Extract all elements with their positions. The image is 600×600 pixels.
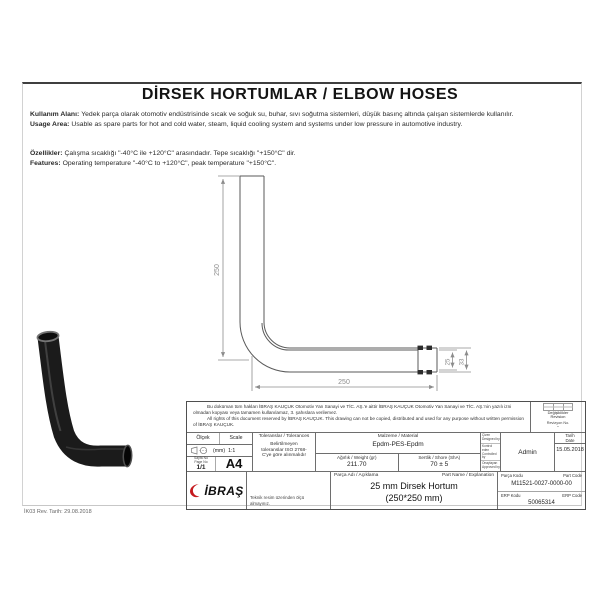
- part-name-cell: [331, 471, 498, 509]
- page-title: DİRSEK HORTUMLAR / ELBOW HOSES: [141, 86, 459, 103]
- part-code-label-tr: Parça Kodu: [501, 473, 523, 478]
- revision-title-tr: Değişiklikler: [547, 410, 569, 415]
- pipe-inner-edge: [264, 176, 437, 348]
- part-code-label-en: Part Code: [563, 473, 582, 478]
- tolerances-cell: [253, 433, 316, 471]
- erp-code-value: 50065314: [528, 500, 555, 506]
- disclaimer-cell: [187, 402, 531, 433]
- dim-vertical-label: 250: [214, 264, 221, 276]
- page-no-value: 1/1: [196, 464, 206, 472]
- scale-header: [187, 433, 252, 445]
- disclaimer-text-tr: Bu doküman tüm hakları İBRAŞ KAUÇUK Otomotiv Yan Sanayi ve TİC. AŞ.'e aittir İBRAŞ KAUÇUK Otomotiv Yan Sanayi ve TİC. AŞ.'nin yazılı izni olmadan kopyası veya tamamen kullanılamaz, 3. şahıslara verilemez.: [193, 404, 512, 416]
- usage-text-tr: Yedek parça olarak otomotiv endüstrisinde sıcak ve soğuk su, buhar, sıvı soğutma sistemleri, düşük basınç altında çalışan sistemlerde kullanılır.: [81, 111, 514, 118]
- approval-date-column: [555, 433, 585, 471]
- part-name-header: [331, 472, 497, 478]
- weight-value: 211.70: [347, 461, 367, 468]
- tolerances-label: Toleranslar / Tolerances: [258, 434, 310, 439]
- hose-body: [48, 337, 127, 456]
- tolerances-text: Belirtilmeyen toleranslar ISO 2768-C'ye göre alınmalıdır: [261, 442, 307, 459]
- usage-label-tr: Kullanım Alanı:: [30, 111, 80, 118]
- material-sub-row: [316, 453, 480, 471]
- approval-label-checked: Kontrol eden Controlled by: [481, 444, 500, 461]
- revision-no-value: -: [557, 423, 559, 430]
- scale-label-tr: Ölçek: [187, 433, 220, 444]
- pipe-wall-line: [262, 323, 418, 350]
- date-header: Tarih Date: [555, 433, 585, 444]
- page-no-box: [187, 457, 216, 471]
- shore-value: 70 ± 5: [430, 461, 449, 468]
- dim-outer-label: 33: [459, 358, 466, 366]
- part-name-label-tr: Parça Adı / Açıklama: [334, 473, 379, 478]
- dim-horizontal-label: 250: [338, 379, 350, 386]
- features-label-tr: Özellikler:: [30, 150, 63, 157]
- scale-value: 1:1: [228, 447, 236, 454]
- usage-label-en: Usage Area:: [30, 120, 70, 128]
- approval-label-drawn: Çizen Designed by: [481, 433, 500, 444]
- approvals-labels: [481, 433, 501, 471]
- page-no-label-en: Page No: [194, 459, 208, 464]
- approval-label-approved: Onaylayan Approved by: [482, 460, 500, 469]
- disclaimer-text-en: All rights of this document reserved by İBRAŞ KAUÇUK. This drawing can not be copied, distributed and used for any purpose without written permission of İBRAŞ KAUÇUK.: [193, 416, 524, 428]
- dim-inner-label: 25: [445, 358, 452, 366]
- pipe-outline: [240, 176, 437, 372]
- scale-label-en: Scale: [229, 435, 243, 441]
- footer-revision-note: İK03 Rev. Tarih: 29.08.2018: [24, 509, 92, 515]
- scale-bottom-row: [187, 457, 252, 471]
- usage-text-en: Usable as spare parts for hot and cold water, steam, liquid cooling system and systems under low pressure in automotive industry.: [71, 120, 463, 128]
- material-label: Malzeme / Material: [377, 434, 419, 439]
- part-name-value: 25 mm Dirsek Hortum (250*250 mm): [370, 481, 458, 503]
- ibras-logo-icon: [189, 483, 202, 498]
- part-name-label-en: Part Name / Explanation: [442, 473, 494, 478]
- revision-no-label: Revizyon No.: [546, 420, 570, 425]
- shore-label: Sertlik / Shore (ShA): [418, 455, 461, 460]
- erp-code-header: [498, 491, 585, 498]
- scale-unit: (mm): [213, 447, 226, 454]
- part-code-header: [498, 472, 585, 479]
- note-cell: [247, 471, 331, 509]
- features-label-en: Features:: [30, 159, 61, 167]
- features-text-tr: Çalışma sıcaklığı "-40°C ile +120°C" arasındadır. Tepe sıcaklığı "+150°C" dir.: [64, 150, 296, 157]
- clamp-marks: [418, 346, 433, 375]
- scale-cell: [187, 433, 253, 471]
- weight-label: Ağırlık / Weight (gr): [337, 455, 377, 460]
- features-text-en: Operating temperature "-40°C to +120°C", peak temperature "+150°C".: [62, 159, 277, 167]
- material-cell: [316, 433, 481, 471]
- revision-title-en: Revision: [550, 414, 566, 420]
- approver-name: Admin: [501, 433, 555, 471]
- erp-label-en: ERP Code: [562, 493, 582, 498]
- material-value: Epdm-PES-Epdm: [372, 441, 424, 448]
- paper-size: A4: [225, 456, 243, 471]
- shore-cell: [399, 454, 481, 471]
- approvals-cell: [481, 433, 585, 471]
- erp-label-tr: ERP Kodu: [501, 493, 521, 498]
- weight-cell: [316, 454, 399, 471]
- approval-date: 15.05.2018: [556, 447, 584, 453]
- hose-end-opening: [123, 445, 132, 466]
- logo-cell: [187, 471, 247, 509]
- page-no-label-tr: Sayfa No: [194, 456, 208, 460]
- product-photo: [37, 331, 132, 467]
- measurement-note: Teknik resim üzerinden ölçü almayınız.: [250, 495, 305, 506]
- part-code-value: M11521-0027-0000-00: [511, 481, 572, 487]
- logo-text: İBRAŞ: [204, 483, 244, 498]
- title-block: [186, 401, 586, 510]
- projection-symbol-icon: [190, 446, 210, 455]
- pipe-outer-edge: [240, 176, 437, 372]
- part-code-cell: [498, 471, 585, 509]
- revision-cell: [531, 402, 585, 433]
